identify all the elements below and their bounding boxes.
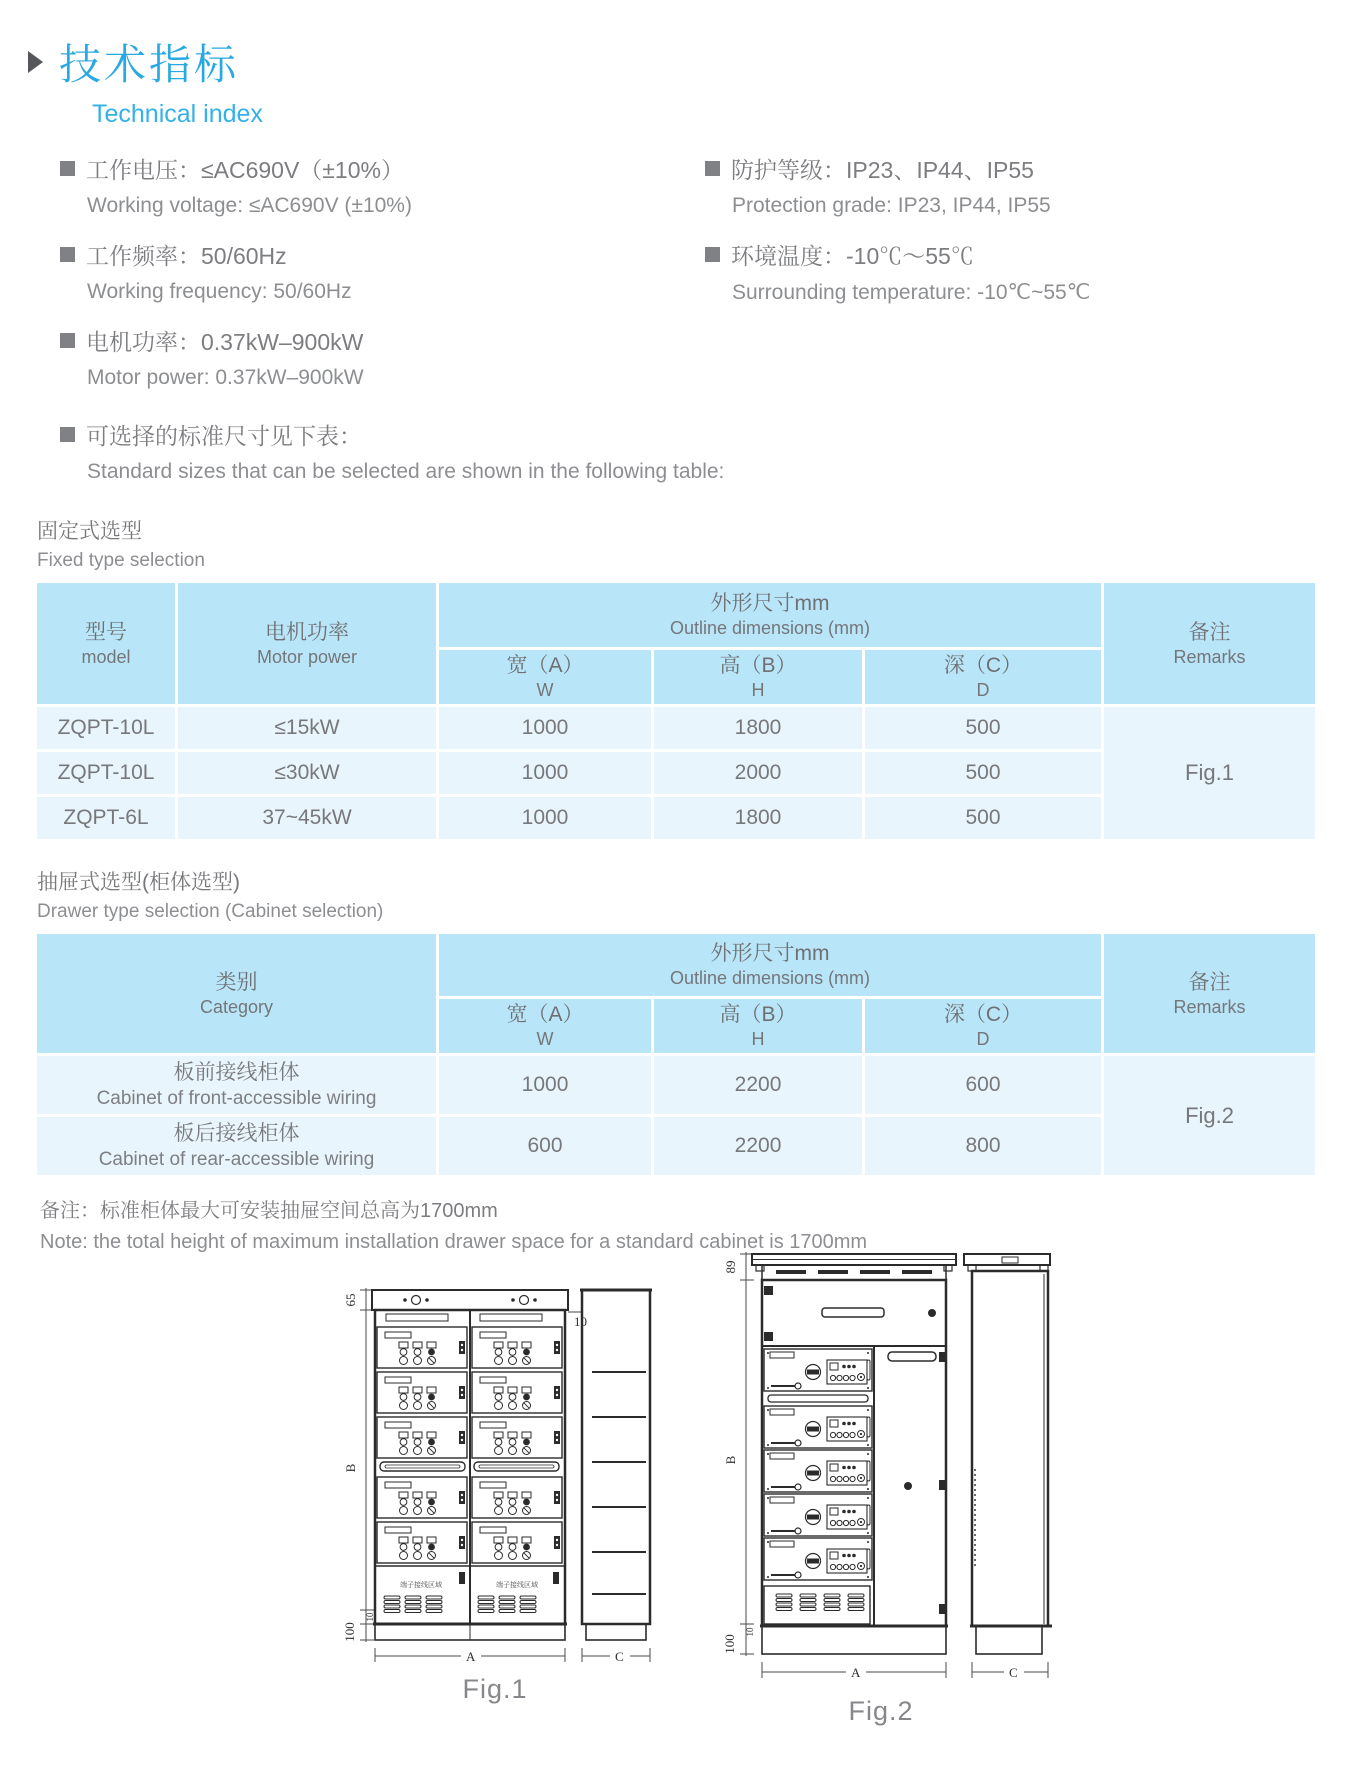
fig2-dim-top: 89 bbox=[723, 1260, 738, 1274]
page-title: 技术指标 bbox=[59, 41, 240, 88]
fig1-dim-top: 65 bbox=[343, 1293, 358, 1307]
bullet-icon bbox=[60, 333, 75, 348]
fig1-dim-base: 100 bbox=[342, 1622, 357, 1642]
figure-2 bbox=[706, 1234, 1056, 1727]
model-header-en: model bbox=[81, 646, 131, 667]
cell-model: ZQPT-6L bbox=[37, 797, 175, 839]
footnote bbox=[40, 1194, 1357, 1254]
figures-area bbox=[0, 1256, 1357, 1776]
fig1-terminal-label: 端子接线区域 bbox=[400, 1582, 442, 1589]
category-zh: 板前接线柜体 bbox=[173, 1061, 300, 1084]
remarks-header-zh: 备注 bbox=[1188, 970, 1231, 994]
fig1-terminal-label: 端子接线区域 bbox=[496, 1582, 538, 1589]
fig2-vents bbox=[776, 1594, 864, 1611]
fig1-caption: Fig.1 bbox=[462, 1674, 528, 1704]
remarks-header-en: Remarks bbox=[1173, 646, 1246, 667]
fixed-section-heading bbox=[0, 515, 1357, 572]
col-header-remarks bbox=[1104, 934, 1315, 1053]
spec-protection-zh: 防护等级：IP23、IP44、IP55 bbox=[731, 156, 1034, 183]
remarks-header-zh: 备注 bbox=[1188, 620, 1231, 644]
bullet-icon bbox=[60, 427, 75, 442]
drawer-section-title-en: Drawer type selection (Cabinet selection) bbox=[37, 901, 384, 922]
height-header-zh: 高（B） bbox=[719, 1003, 797, 1026]
col-header-width bbox=[439, 999, 651, 1053]
cell-model: ZQPT-10L bbox=[37, 752, 175, 794]
depth-header-en: D bbox=[976, 1029, 990, 1049]
fig2-dimension-lines bbox=[722, 1252, 755, 1656]
fig1-width-dimension bbox=[375, 1648, 565, 1664]
col-header-depth bbox=[865, 999, 1101, 1053]
depth-header-en: D bbox=[976, 680, 990, 700]
page-subtitle: Technical index bbox=[92, 100, 263, 128]
spec-item-motor-power bbox=[60, 323, 705, 397]
col-header-height bbox=[654, 999, 862, 1053]
section-arrow-icon bbox=[28, 51, 43, 73]
category-en: Cabinet of front-accessible wiring bbox=[96, 1088, 377, 1109]
spec-item-protection bbox=[705, 151, 1357, 225]
fig1-dim-top-right: 10 bbox=[574, 1314, 587, 1329]
cell-remark: Fig.1 bbox=[1104, 707, 1315, 839]
spec-frequency-zh: 工作频率：50/60Hz bbox=[86, 242, 287, 269]
height-header-zh: 高（B） bbox=[719, 654, 797, 677]
footnote-en: Note: the total height of maximum installation drawer space for a standard cabinet is 1700mm bbox=[40, 1231, 868, 1253]
spec-item-frequency bbox=[60, 237, 705, 311]
spec-motor-power-zh: 电机功率：0.37kW–900kW bbox=[86, 328, 364, 355]
drawer-section-title-zh: 抽屉式选型(柜体选型) bbox=[37, 871, 240, 894]
fig2-width-dimension bbox=[762, 1662, 946, 1680]
power-header-zh: 电机功率 bbox=[265, 620, 349, 644]
power-header-en: Motor power bbox=[256, 646, 358, 667]
fixed-section-title-en: Fixed type selection bbox=[37, 550, 205, 571]
fig1-drawing bbox=[320, 1272, 670, 1672]
bullet-icon bbox=[60, 161, 75, 176]
col-header-category bbox=[37, 934, 436, 1053]
col-header-remarks bbox=[1104, 583, 1315, 704]
cell-width: 600 bbox=[439, 1117, 651, 1175]
cell-width: 1000 bbox=[439, 707, 651, 749]
dims-header-en: Outline dimensions (mm) bbox=[669, 968, 871, 988]
cell-height: 1800 bbox=[654, 797, 862, 839]
col-header-width bbox=[439, 650, 651, 704]
bullet-icon bbox=[705, 247, 720, 262]
cell-depth: 600 bbox=[865, 1056, 1101, 1114]
table-intro-zh: 可选择的标准尺寸见下表： bbox=[86, 422, 362, 449]
depth-header-zh: 深（C） bbox=[943, 654, 1023, 677]
spec-item-table-intro bbox=[0, 409, 1357, 491]
width-header-en: W bbox=[536, 1029, 554, 1049]
col-header-dimensions bbox=[439, 934, 1101, 996]
fig2-front-view bbox=[752, 1254, 956, 1654]
cell-depth: 500 bbox=[865, 707, 1101, 749]
drawer-selection-table bbox=[34, 931, 1318, 1178]
fig2-dim-width: A bbox=[851, 1665, 861, 1680]
bullet-icon bbox=[705, 161, 720, 176]
col-header-model bbox=[37, 583, 175, 704]
remarks-header-en: Remarks bbox=[1173, 996, 1246, 1017]
cell-depth: 800 bbox=[865, 1117, 1101, 1175]
cell-remark: Fig.2 bbox=[1104, 1056, 1315, 1175]
fig1-dim-depth: C bbox=[615, 1649, 624, 1664]
category-en: Cabinet of rear-accessible wiring bbox=[98, 1149, 375, 1170]
cell-power: ≤30kW bbox=[178, 752, 436, 794]
cell-category bbox=[37, 1056, 436, 1114]
fig2-dim-depth: C bbox=[1009, 1665, 1018, 1680]
bullet-icon bbox=[60, 247, 75, 262]
table-row bbox=[37, 707, 1315, 749]
footnote-zh: 备注：标准柜体最大可安装抽屉空间总高为1700mm bbox=[40, 1200, 498, 1222]
height-header-en: H bbox=[751, 1029, 765, 1049]
cell-depth: 500 bbox=[865, 797, 1101, 839]
height-header-en: H bbox=[751, 680, 765, 700]
spec-column-right bbox=[705, 151, 1357, 409]
model-header-zh: 型号 bbox=[85, 620, 127, 644]
table-row bbox=[37, 1056, 1315, 1114]
spec-voltage-zh: 工作电压：≤AC690V（±10%） bbox=[86, 156, 404, 183]
spec-motor-power-en: Motor power: 0.37kW–900kW bbox=[87, 366, 364, 389]
cell-model: ZQPT-10L bbox=[37, 707, 175, 749]
cell-height: 2200 bbox=[654, 1056, 862, 1114]
width-header-zh: 宽（A） bbox=[506, 654, 584, 677]
category-zh: 板后接线柜体 bbox=[173, 1122, 300, 1145]
fig1-side-view bbox=[580, 1290, 652, 1664]
drawer-section-heading bbox=[0, 866, 1357, 923]
fig1-front-view bbox=[372, 1290, 568, 1640]
cell-width: 1000 bbox=[439, 1056, 651, 1114]
spec-protection-en: Protection grade: IP23, IP44, IP55 bbox=[732, 194, 1051, 217]
dims-header-en: Outline dimensions (mm) bbox=[669, 618, 871, 638]
width-header-zh: 宽（A） bbox=[506, 1003, 584, 1026]
fig1-dim-width: A bbox=[466, 1649, 476, 1664]
cell-height: 2000 bbox=[654, 752, 862, 794]
fig2-dim-base: 100 bbox=[722, 1634, 737, 1654]
cell-width: 1000 bbox=[439, 752, 651, 794]
page-header bbox=[0, 0, 1357, 129]
spec-temperature-zh: 环境温度：-10℃～55℃ bbox=[731, 242, 974, 269]
cell-power: ≤15kW bbox=[178, 707, 436, 749]
cell-height: 1800 bbox=[654, 707, 862, 749]
spec-item-temperature bbox=[705, 237, 1357, 311]
category-header-zh: 类别 bbox=[215, 970, 258, 994]
cell-category bbox=[37, 1117, 436, 1175]
cell-width: 1000 bbox=[439, 797, 651, 839]
fig2-side-view bbox=[964, 1254, 1052, 1680]
col-header-height bbox=[654, 650, 862, 704]
cell-depth: 500 bbox=[865, 752, 1101, 794]
fixed-selection-table bbox=[34, 580, 1318, 842]
cell-height: 2200 bbox=[654, 1117, 862, 1175]
cell-power: 37~45kW bbox=[178, 797, 436, 839]
category-header-en: Category bbox=[199, 996, 274, 1017]
spec-frequency-en: Working frequency: 50/60Hz bbox=[87, 280, 352, 303]
col-header-dimensions bbox=[439, 583, 1101, 647]
figure-1 bbox=[320, 1272, 670, 1705]
fig1-dim-vent: 10 bbox=[365, 1612, 375, 1622]
fig2-dim-vent: 10 bbox=[745, 1627, 755, 1637]
dims-header-zh: 外形尺寸mm bbox=[710, 942, 830, 965]
fig2-dim-body: B bbox=[723, 1455, 738, 1465]
fig2-drawing bbox=[706, 1234, 1056, 1694]
depth-header-zh: 深（C） bbox=[943, 1003, 1023, 1026]
col-header-power bbox=[178, 583, 436, 704]
dims-header-zh: 外形尺寸mm bbox=[710, 592, 830, 615]
spec-list bbox=[0, 129, 1357, 409]
col-header-depth bbox=[865, 650, 1101, 704]
fig1-dim-body: B bbox=[343, 1463, 358, 1473]
spec-item-voltage bbox=[60, 151, 705, 225]
fixed-section-title-zh: 固定式选型 bbox=[37, 520, 142, 543]
fig2-caption: Fig.2 bbox=[848, 1696, 914, 1726]
spec-temperature-en: Surrounding temperature: -10℃~55℃ bbox=[732, 281, 1091, 304]
spec-column-left bbox=[60, 151, 705, 409]
spec-voltage-en: Working voltage: ≤AC690V (±10%) bbox=[87, 194, 412, 217]
table-intro-en: Standard sizes that can be selected are shown in the following table: bbox=[87, 460, 725, 483]
fig1-vents bbox=[384, 1596, 536, 1613]
width-header-en: W bbox=[536, 680, 554, 700]
